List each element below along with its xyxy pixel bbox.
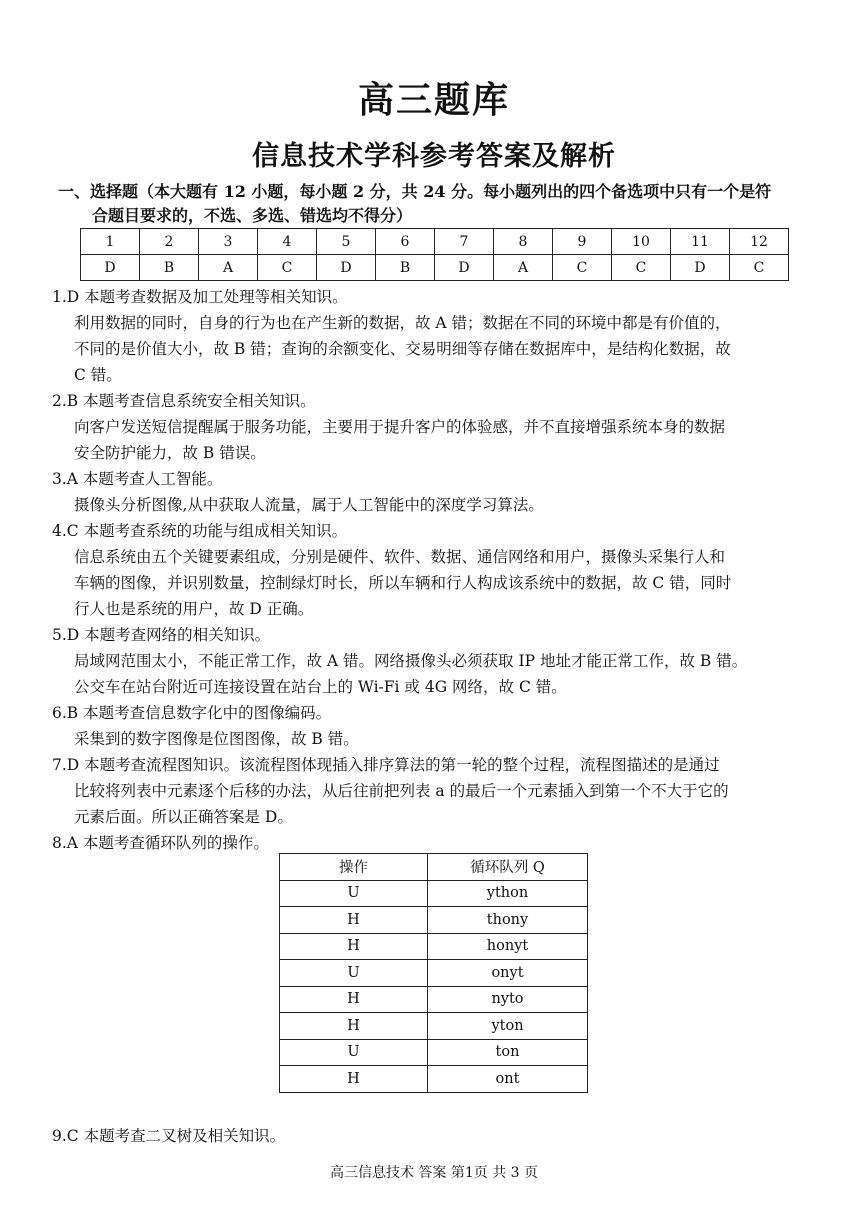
explanation-text: 摄像头分析图像,从中获取人流量，属于人工智能中的深度学习算法。 — [74, 496, 544, 514]
queue-content: thony — [428, 907, 588, 934]
queue-operation: U — [280, 960, 428, 987]
explanation-heading: 9.C 本题考查二叉树及相关知识。 — [52, 1127, 286, 1145]
table-row — [280, 933, 588, 960]
question-number: 11 — [671, 229, 730, 255]
answer-letter: C — [553, 255, 612, 281]
explanation-text: 公交车在站台附近可连接设置在站台上的 Wi-Fi 或 4G 网络，故 C 错。 — [74, 678, 567, 696]
queue-header-row — [280, 854, 588, 881]
table-row — [280, 960, 588, 987]
answer-letter: D — [81, 255, 140, 281]
queue-operation: H — [280, 986, 428, 1013]
explanation-heading: 2.B 本题考查信息系统安全相关知识。 — [52, 392, 316, 410]
question-number: 5 — [317, 229, 376, 255]
answer-letter: B — [140, 255, 199, 281]
explanation-text: 信息系统由五个关键要素组成，分别是硬件、软件、数据、通信网络和用户，摄像头采集行人和 — [74, 548, 726, 566]
queue-operation: H — [280, 1013, 428, 1040]
queue-content: ython — [428, 880, 588, 907]
answer-letter: C — [730, 255, 789, 281]
question-number: 6 — [376, 229, 435, 255]
answer-letter: C — [258, 255, 317, 281]
explanation-text: 比较将列表中元素逐个后移的办法，从后往前把列表 a 的最后一个元素插入到第一个不大于它的 — [74, 782, 729, 800]
answer-letter: D — [317, 255, 376, 281]
explanation-text: 车辆的图像，并识别数量，控制绿灯时长，所以车辆和行人构成该系统中的数据，故 C 错，同时 — [74, 574, 732, 592]
explanation-text: 行人也是系统的用户，故 D 正确。 — [74, 600, 314, 618]
question-number: 4 — [258, 229, 317, 255]
table-row — [280, 907, 588, 934]
table-row — [280, 880, 588, 907]
queue-content: ont — [428, 1066, 588, 1093]
explanation-text: 不同的是价值大小，故 B 错；查询的余额变化、交易明细等存储在数据库中，是结构化数据，故 — [74, 340, 731, 358]
queue-operation: H — [280, 933, 428, 960]
question-number: 7 — [435, 229, 494, 255]
circular-queue-table — [279, 853, 588, 1093]
question-number: 3 — [199, 229, 258, 255]
queue-operation: U — [280, 1039, 428, 1066]
queue-content: nyto — [428, 986, 588, 1013]
queue-content: ton — [428, 1039, 588, 1066]
table-row — [280, 1039, 588, 1066]
explanation-heading: 6.B 本题考查信息数字化中的图像编码。 — [52, 704, 332, 722]
queue-content: yton — [428, 1013, 588, 1040]
explanation-text: C 错。 — [74, 366, 122, 384]
answer-letter: D — [671, 255, 730, 281]
section-heading-continued: 合题目要求的，不选、多选、错选均不得分） — [92, 206, 413, 225]
answer-key-table — [80, 228, 789, 281]
table-row — [280, 986, 588, 1013]
queue-operation: H — [280, 1066, 428, 1093]
explanation-text: 采集到的数字图像是位图图像，故 B 错。 — [74, 730, 359, 748]
answer-letter-row — [81, 255, 789, 281]
explanation-text: 安全防护能力，故 B 错误。 — [74, 444, 266, 462]
section-heading: 一、选择题（本大题有 12 小题，每小题 2 分，共 24 分。每小题列出的四个备选项中只有一个是符 — [58, 182, 772, 201]
table-row — [280, 1013, 588, 1040]
question-number: 8 — [494, 229, 553, 255]
explanation-heading: 5.D 本题考查网络的相关知识。 — [52, 626, 271, 644]
queue-header-queue: 循环队列 Q — [428, 854, 588, 881]
page-footer: 高三信息技术 答案 第1页 共 3 页 — [329, 1165, 539, 1181]
explanation-heading: 1.D 本题考查数据及加工处理等相关知识。 — [52, 288, 348, 306]
question-number: 12 — [730, 229, 789, 255]
table-row — [280, 1066, 588, 1093]
page-title: 高三题库 — [357, 79, 510, 121]
answer-letter: A — [199, 255, 258, 281]
answer-letter: C — [612, 255, 671, 281]
explanation-heading: 7.D 本题考查流程图知识。该流程图体现插入排序算法的第一轮的整个过程，流程图描述的是通过 — [52, 756, 720, 774]
question-number: 10 — [612, 229, 671, 255]
explanation-text: 局域网范围太小，不能正常工作，故 A 错。网络摄像头必须获取 IP 地址才能正常工作，故 B 错。 — [74, 652, 748, 670]
explanation-heading: 3.A 本题考查人工智能。 — [52, 470, 223, 488]
explanation-heading: 8.A 本题考查循环队列的操作。 — [52, 834, 269, 852]
explanation-heading: 4.C 本题考查系统的功能与组成相关知识。 — [52, 522, 348, 540]
answer-letter: D — [435, 255, 494, 281]
queue-header-operation: 操作 — [280, 854, 428, 881]
queue-content: onyt — [428, 960, 588, 987]
explanation-text: 元素后面。所以正确答案是 D。 — [74, 808, 293, 826]
page-subtitle: 信息技术学科参考答案及解析 — [252, 141, 616, 172]
answer-number-row — [81, 229, 789, 255]
queue-operation: U — [280, 880, 428, 907]
explanation-text: 向客户发送短信提醒属于服务功能，主要用于提升客户的体验感，并不直接增强系统本身的数据 — [74, 418, 726, 436]
explanation-text: 利用数据的同时，自身的行为也在产生新的数据，故 A 错；数据在不同的环境中都是有价值的， — [74, 314, 731, 332]
answer-letter: B — [376, 255, 435, 281]
question-number: 2 — [140, 229, 199, 255]
queue-content: honyt — [428, 933, 588, 960]
question-number: 1 — [81, 229, 140, 255]
queue-operation: H — [280, 907, 428, 934]
answer-letter: A — [494, 255, 553, 281]
question-number: 9 — [553, 229, 612, 255]
